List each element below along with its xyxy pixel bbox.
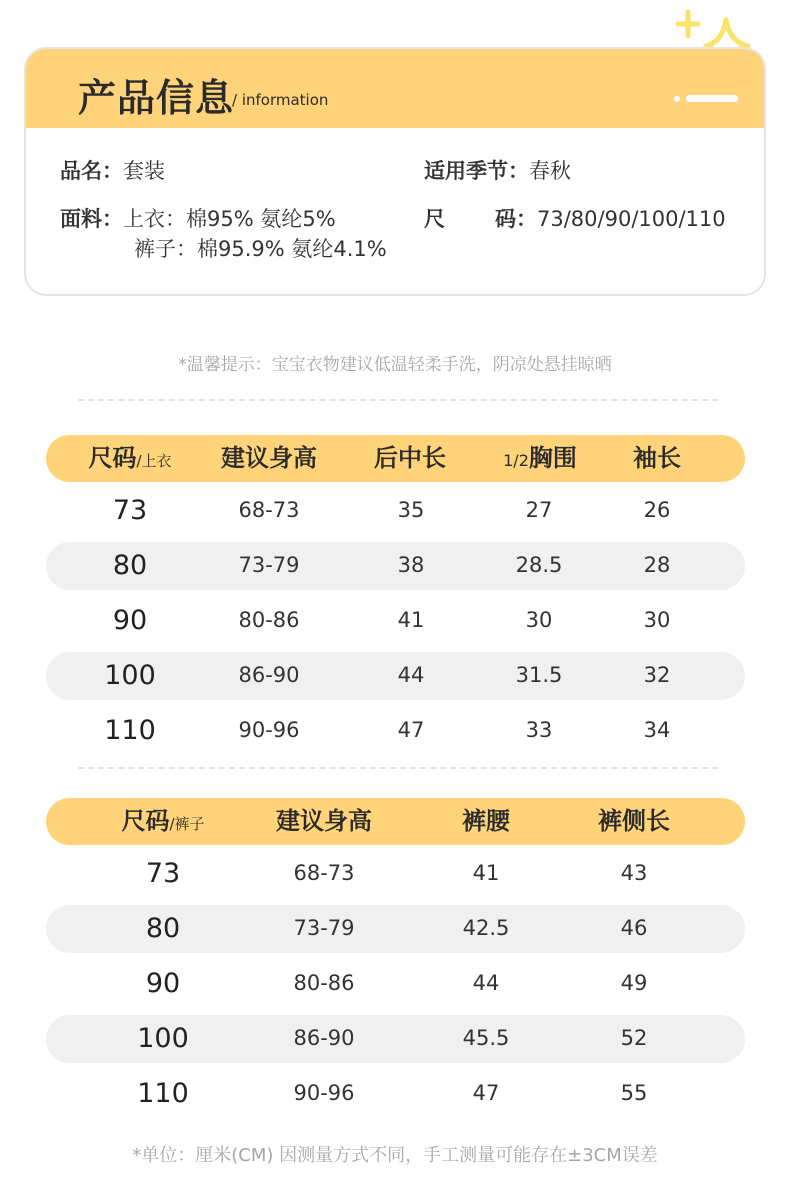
- top-table-cell: 28.5: [515, 553, 563, 577]
- pants-table-cell: 100: [137, 1023, 189, 1054]
- fabric-label: 面料：: [60, 207, 123, 231]
- pants-table-cell: 43: [620, 861, 648, 885]
- pants-table-cell: 68-73: [293, 861, 355, 885]
- top-table-cell: 33: [525, 718, 553, 742]
- top-header-chest: 1/2胸围: [503, 444, 577, 472]
- size-row: [424, 203, 726, 233]
- top-header-size: 尺码/上衣: [88, 444, 172, 472]
- top-table-cell: 80-86: [238, 608, 300, 632]
- top-table-header: [46, 435, 745, 482]
- top-table-cell: 30: [643, 608, 671, 632]
- pants-table-cell: 90: [145, 968, 181, 999]
- pants-table-cell: 52: [620, 1026, 648, 1050]
- decor-dot: [674, 96, 680, 102]
- top-table-cell: 34: [643, 718, 671, 742]
- top-header-sleeve: 袖长: [633, 444, 681, 472]
- pants-table-cell: 80: [145, 913, 181, 944]
- pants-header-side-length: 裤侧长: [598, 807, 670, 835]
- pants-table-cell: 73-79: [293, 916, 355, 940]
- top-header-height: 建议身高: [221, 444, 317, 472]
- top-table-cell: 110: [104, 715, 156, 746]
- pants-table-cell: 90-96: [293, 1081, 355, 1105]
- info-subtitle: / information: [232, 91, 329, 109]
- pants-header-waist: 裤腰: [462, 807, 510, 835]
- pants-table-cell: 49: [620, 971, 648, 995]
- top-table-cell: 80: [112, 550, 148, 581]
- care-tip: *温馨提示：宝宝衣物建议低温轻柔手洗，阴凉处悬挂晾晒: [178, 355, 612, 375]
- top-table-cell: 41: [397, 608, 425, 632]
- fabric-top: 上衣：棉95% 氨纶5%: [123, 207, 336, 231]
- divider: [78, 399, 718, 401]
- table-row-background: [46, 542, 745, 590]
- top-table-cell: 73: [112, 495, 148, 526]
- decor-line: [686, 95, 738, 102]
- top-table-cell: 68-73: [238, 498, 300, 522]
- season-value: 春秋: [529, 159, 571, 183]
- pants-header-height: 建议身高: [276, 807, 372, 835]
- pants-table-header: [46, 798, 745, 845]
- season-row: [424, 155, 571, 185]
- fabric-row: [60, 203, 336, 233]
- product-info-card: [24, 47, 766, 296]
- pants-table-cell: 42.5: [462, 916, 510, 940]
- divider: [78, 767, 718, 769]
- info-header: [26, 49, 764, 128]
- size-label-char1: 尺: [424, 207, 445, 231]
- pants-table-cell: 86-90: [293, 1026, 355, 1050]
- top-header-back-length: 后中长: [374, 444, 446, 472]
- product-name-row: [60, 155, 165, 185]
- pants-table-cell: 46: [620, 916, 648, 940]
- pants-table-cell: 55: [620, 1081, 648, 1105]
- pants-table-cell: 41: [472, 861, 500, 885]
- pants-table-cell: 44: [472, 971, 500, 995]
- top-table-cell: 47: [397, 718, 425, 742]
- top-table-cell: 26: [643, 498, 671, 522]
- pants-table-cell: 80-86: [293, 971, 355, 995]
- product-name-label: 品名：: [60, 159, 123, 183]
- top-table-cell: 86-90: [238, 663, 300, 687]
- pants-header-size: 尺码/裤子: [121, 807, 205, 835]
- top-table-cell: 27: [525, 498, 553, 522]
- season-label: 适用季节：: [424, 159, 529, 183]
- pants-table-cell: 47: [472, 1081, 500, 1105]
- top-table-cell: 32: [643, 663, 671, 687]
- top-table-cell: 100: [104, 660, 156, 691]
- top-table-cell: 38: [397, 553, 425, 577]
- top-table-cell: 90-96: [238, 718, 300, 742]
- top-table-cell: 73-79: [238, 553, 300, 577]
- fabric-pants-row: [134, 233, 387, 263]
- info-title: 产品信息: [78, 76, 235, 120]
- pants-table-cell: 73: [145, 858, 181, 889]
- top-table-cell: 31.5: [515, 663, 563, 687]
- unit-footnote: *单位：厘米(CM) 因测量方式不同，手工测量可能存在±3CM误差: [132, 1145, 658, 1166]
- top-table-cell: 30: [525, 608, 553, 632]
- pants-table-cell: 45.5: [462, 1026, 510, 1050]
- size-label-char2: 码：: [495, 207, 537, 231]
- pants-table-cell: 110: [137, 1078, 189, 1109]
- top-table-cell: 90: [112, 605, 148, 636]
- top-table-cell: 35: [397, 498, 425, 522]
- product-name-value: 套装: [123, 159, 165, 183]
- top-table-cell: 28: [643, 553, 671, 577]
- fabric-pants: 裤子：棉95.9% 氨纶4.1%: [134, 237, 387, 261]
- size-value: 73/80/90/100/110: [537, 207, 726, 231]
- top-table-cell: 44: [397, 663, 425, 687]
